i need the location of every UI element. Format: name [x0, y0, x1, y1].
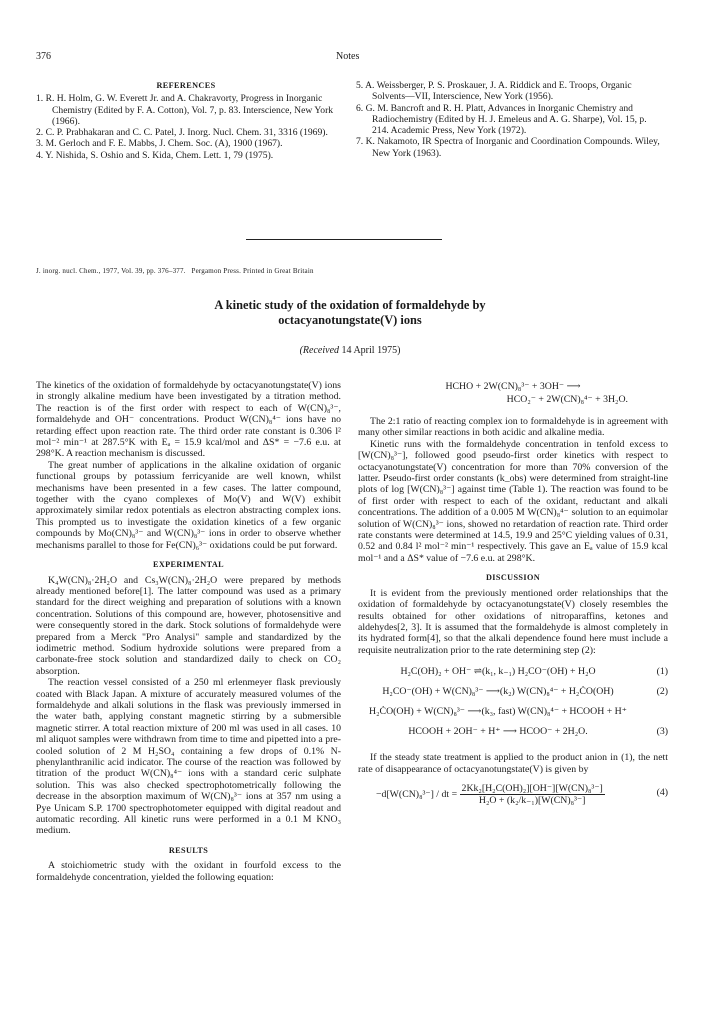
equation-number: (1): [656, 666, 668, 678]
received-date-value: 14 April 1975): [341, 345, 401, 356]
equation-line: HCHO + 2W(CN)₈³⁻ + 3OH⁻ ⟶: [445, 381, 581, 392]
received-prefix: (Received: [299, 345, 340, 356]
discussion-paragraph: If the steady state treatment is applied to the product anion in (1), the nett rate of disappearance of octacyanotungstate(V) is given by: [358, 752, 668, 775]
equation-text: H₂ĊO(OH) + W(CN)₈³⁻ ⟶(k₃, fast) W(CN)₈⁴⁻ + HCOOH + H⁺: [369, 706, 627, 718]
mechanism-equation: [358, 666, 668, 686]
stoichiometric-equation: [358, 380, 668, 406]
rate-law-expression: −d[W(CN)₈³⁻] / dt = $\frac{\text{2Kk₂[H₂C(OH)₂][OH⁻][W(CN)₈³⁻]}}{\text{H₂O + (k₂/k₋₁)[W(CN)₈³⁻]}}$: [376, 782, 603, 807]
reference-item: 2. C. P. Prabhakaran and C. C. Patel, J. Inorg. Nucl. Chem. 31, 3316 (1969).: [36, 127, 328, 139]
reference-item: 1. R. H. Holm, G. W. Everett Jr. and A. Chakravorty, Progress in Inorganic Chemistry (Edited by F. A. Cotton), Vol. 7, p. 83. Interscience, New York (1966).: [36, 93, 334, 127]
intro-paragraph: The great number of applications in the alkaline oxidation of organic functional groups by potassium ferricyanide are well known, whilst mechanisms have been presented in a few cases. The latter compound, together with the cyano complexes of Mo(V) and W(V) exhibit approximately similar redox potentials as electron abstracting complex ions. This prompted us to investigate the oxidation kinetics of a few organic compounds by Mo(CN)₈³⁻ and W(CN)₈³⁻ ions in order to observe whether mechanisms parallel to those for Fe(CN)₆³⁻ oxidations could be put forward.: [36, 459, 341, 551]
reference-item: 3. M. Gerloch and F. E. Mabbs, J. Chem. Soc. (A), 1900 (1967).: [36, 138, 283, 150]
journal-citation-line: [36, 267, 314, 275]
experimental-paragraph: The reaction vessel consisted of a 250 ml erlenmeyer flask previously coated with Black Japan. A mixture of accurately measured volumes of the formaldehyde and alkali solutions in the flask was previously immersed in the water bath, applying constant magnetic stirring by a submersible magnetic stirrer. A total reaction mixture of 200 ml was used in all cases. 10 ml aliquot samples were withdrawn from time to time and pipetted into a pre-cooled solution of 2 M H₂SO₄ containing a few drops of 0.1% N-phenylanthranilic acid indicator. The course of the reaction was followed by titration of the product W(CN)₈⁴⁻ ions with a standard ceric sulphate solution. This was also checked spectrophotometrically following the decrease in the absorption maximum of W(CN)₈³⁻ ions at 357 nm using a Pye Unicam S.P. 1700 spectrophotometer equipped with digital readout and automatic recording. All kinetic runs were performed in a 0.1 M KNO₃ medium.: [36, 677, 341, 837]
equation-text: H₂C(OH)₂ + OH⁻ ⇌(k₁, k₋₁) H₂CO⁻(OH) + H₂O: [400, 666, 596, 678]
experimental-paragraph: K₄W(CN)₈·2H₂O and Cs₃W(CN)₈·2H₂O were prepared by methods already mentioned before[1]. The latter compound was used as a primary standard for the direct weighing and preparation of solutions with a known concentration. Solutions of this compound are, however, photosensitive and were consequently stored in the dark. Stock solutions of formaldehyde were prepared from a Merck "Pro Analysi" sample and standardized by the iodimetric method. Sodium hydroxide solutions were prepared from a carbonate-free stock solution and standardized daily to check on CO₂ absorption.: [36, 574, 341, 677]
journal-publisher: Pergamon Press. Printed in Great Britain: [191, 267, 314, 275]
page-header: [36, 51, 666, 65]
discussion-paragraph: It is evident from the previously mentioned order relationships that the oxidation of formaldehyde by octacyanotungstate(V) closely resembles the results obtained for other oxidations of nitroparaffins, ketones and aldehydes[2, 3]. It is assumed that the formaldehyde is almost completely in its hydrated form[4], so that the alkali dependence found here must include a requisite neutralization prior to the rate determining step (2):: [358, 587, 668, 656]
rate-law-equation: [358, 781, 668, 821]
mechanism-equation: [358, 686, 668, 706]
journal-citation: J. inorg. nucl. Chem., 1977, Vol. 39, pp. 376–377.: [36, 267, 186, 275]
reference-item: 6. G. M. Bancroft and R. H. Platt, Advances in Inorganic Chemistry and Radiochemistry (Edited by H. J. Emeleus and A. G. Sharpe), Vol. 15, p. 214. Academic Press, New York (1972).: [356, 102, 647, 137]
equation-text: HCOOH + 2OH⁻ + H⁺ ⟶ HCOO⁻ + 2H₂O.: [408, 726, 588, 738]
article-title-line: octacyanotungstate(V) ions: [278, 313, 422, 327]
article-title: [100, 298, 600, 328]
experimental-heading: EXPERIMENTAL: [152, 560, 225, 570]
rate-law-lhs: −d[W(CN)₈³⁻] / dt: [376, 789, 450, 801]
rate-law-denominator: H₂O + (k₂/k₋₁)[W(CN)₈³⁻]: [478, 795, 586, 807]
results-paragraph: A stoichiometric study with the oxidant in fourfold excess to the formaldehyde concentration, yielded the following equation:: [36, 860, 341, 883]
section-divider: [246, 239, 442, 240]
reference-item: 4. Y. Nishida, S. Oshio and S. Kida, Chem. Lett. 1, 79 (1975).: [36, 149, 274, 161]
mechanism-equation: [358, 706, 668, 726]
references-left-column: [36, 80, 341, 161]
rate-law-numerator: 2Kk₂[H₂C(OH)₂][OH⁻][W(CN)₈³⁻]: [461, 782, 603, 794]
discussion-heading: DISCUSSION: [485, 573, 541, 583]
equation-number: (4): [656, 786, 668, 798]
equation-number: (2): [656, 686, 668, 698]
results-paragraph: The 2:1 ratio of reacting complex ion to formaldehyde is in agreement with many other similar reactions in both acidic and alkaline media.: [358, 416, 668, 439]
received-date: [100, 345, 600, 356]
mechanism-equation: [358, 726, 668, 746]
references-right-column: [356, 80, 661, 159]
results-paragraph: Kinetic runs with the formaldehyde concentration in tenfold excess to [W(CN)₈³⁻], followed good pseudo-first order kinetics with respect to octacyanotungstate(V) concentration for more than 70% conversion of the latter. Pseudo-first order constants (k_obs) were determined from straight-line plots of log [W(CN)₈³⁻] against time (Table 1). The reaction was found to be of first order with respect to each of the oxidant, reductant and alkali concentrations. The addition of a 0.005 M W(CN)₈⁴⁻ solution to an equimolar solution of W(CN)₈³⁻ ions, showed no retardation of reaction rate. Third order rate constants were determined at 14.5, 19.9 and 25°C yielding values of 0.31, 0.52 and 0.84 l² mol⁻² min⁻¹ respectively. This gave an Eₐ value of 15.9 kcal mol⁻¹ and a ΔS* value of −7.6 e.u. at 298°K.: [358, 438, 668, 564]
running-head: Notes: [336, 51, 360, 62]
results-heading: RESULTS: [168, 845, 209, 855]
equation-text: H₂CO⁻(OH) + W(CN)₈³⁻ ⟶(k₂) W(CN)₈⁴⁻ + H₂ĊO(OH): [382, 686, 614, 698]
equation-line: HCO₂⁻ + 2W(CN)₈⁴⁻ + 3H₂O.: [506, 394, 628, 405]
reference-item: 7. K. Nakamoto, IR Spectra of Inorganic and Coordination Compounds. Wiley, New York (1963).: [356, 136, 660, 159]
left-column: [36, 380, 341, 883]
equation-number: (3): [656, 726, 668, 738]
references-heading: REFERENCES: [156, 81, 216, 90]
article-title-line: A kinetic study of the oxidation of formaldehyde by: [214, 298, 486, 312]
right-column: [358, 380, 668, 821]
page-number: 376: [36, 51, 51, 62]
rate-law-fraction: [460, 783, 605, 807]
abstract-paragraph: The kinetics of the oxidation of formaldehyde by octacyanotungstate(V) ions in strongly alkaline medium have been investigated by a titration method. The reaction is of the first order with respect to each of W(CN)₈³⁻, formaldehyde and OH⁻ concentrations. Product W(CN)₈⁴⁻ ions have no retarding effect upon reaction rate. The third order rate constant is 0.306 l² mol⁻² min⁻¹ at 287.5°K with Eₐ = 15.9 kcal/mol and ΔS* = −7.6 e.u. at 298°K. A reaction mechanism is discussed.: [36, 380, 341, 460]
mechanism-equations: [358, 666, 668, 746]
reference-item: 5. A. Weissberger, P. S. Proskauer, J. A. Riddick and E. Troops, Organic Solvents—VII, Interscience, New York (1956).: [356, 80, 632, 103]
